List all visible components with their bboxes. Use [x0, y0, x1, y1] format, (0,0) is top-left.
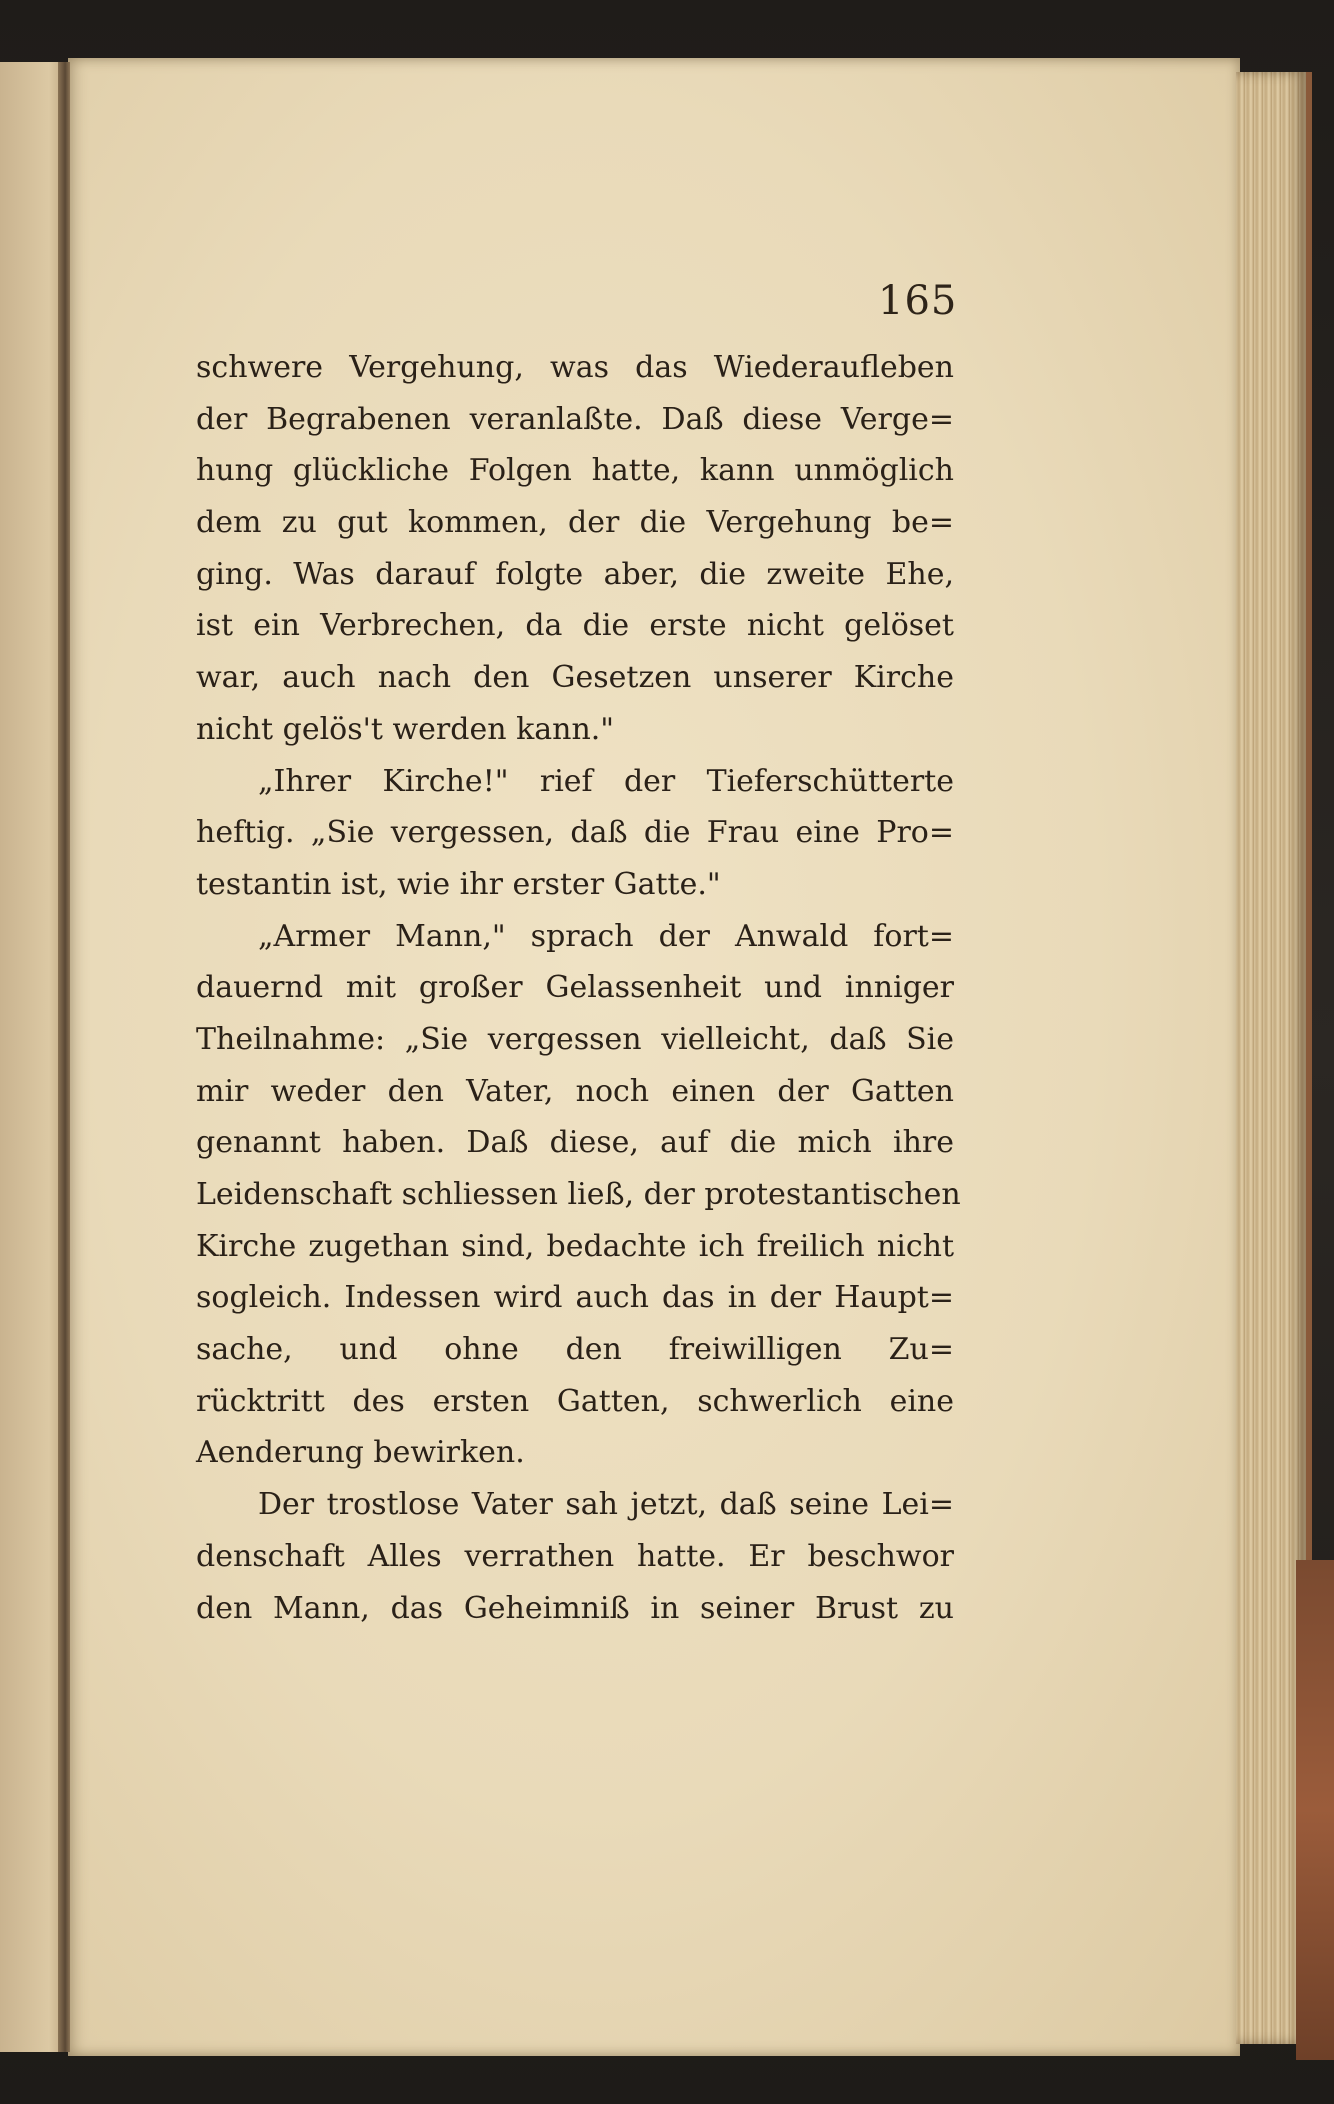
- text-line: heftig. „Sie vergessen, daß die Frau eine Pro=: [196, 815, 954, 851]
- text-line: dem zu gut kommen, der die Vergehung be=: [196, 505, 954, 541]
- text-line: testantin ist, wie ihr erster Gatte.": [196, 866, 721, 902]
- text-line: schwere Vergehung, was das Wiederaufleben: [196, 350, 954, 385]
- text-line: denschaft Alles verrathen hatte. Er beschwor: [196, 1538, 954, 1574]
- text-line: der Begrabenen veranlaßte. Daß diese Verge=: [196, 401, 954, 437]
- page-gutter: [58, 62, 70, 2052]
- text-line: „Armer Mann," sprach der Anwald fort=: [258, 918, 954, 954]
- text-line: rücktritt des ersten Gatten, schwerlich eine: [196, 1383, 954, 1419]
- text-line: genannt haben. Daß diese, auf die mich ihre: [196, 1125, 954, 1161]
- text-line: „Ihrer Kirche!" rief der Tieferschütterte: [258, 763, 954, 799]
- text-line: Theilnahme: „Sie vergessen vielleicht, daß Sie: [196, 1021, 954, 1057]
- text-line: ging. Was darauf folgte aber, die zweite Ehe,: [196, 556, 954, 592]
- text-line: dauernd mit großer Gelassenheit und inniger: [196, 970, 954, 1006]
- text-line: war, auch nach den Gesetzen unserer Kirche: [196, 660, 954, 696]
- text-line: ist ein Verbrechen, da die erste nicht gelöset: [196, 608, 954, 644]
- text-line: Der trostlose Vater sah jetzt, daß seine Lei=: [258, 1487, 954, 1523]
- page-number: 165: [878, 278, 958, 324]
- text-line: mir weder den Vater, noch einen der Gatten: [196, 1073, 954, 1109]
- text-line: Aenderung bewirken.: [196, 1435, 525, 1471]
- text-line: sache, und ohne den freiwilligen Zu=: [196, 1332, 954, 1368]
- book-cover-edge: [1296, 1560, 1334, 2060]
- text-line: nicht gelös't werden kann.": [196, 711, 615, 747]
- text-line: Kirche zugethan sind, bedachte ich freilich nicht: [196, 1228, 954, 1264]
- text-line: sogleich. Indessen wird auch das in der Haupt=: [196, 1280, 954, 1316]
- text-line: den Mann, das Geheimniß in seiner Brust zu: [196, 1590, 954, 1626]
- text-line: Leidenschaft schliessen ließ, der protestantischen: [196, 1177, 961, 1212]
- page-text: [196, 342, 961, 1634]
- text-line: hung glückliche Folgen hatte, kann unmöglich: [196, 453, 954, 489]
